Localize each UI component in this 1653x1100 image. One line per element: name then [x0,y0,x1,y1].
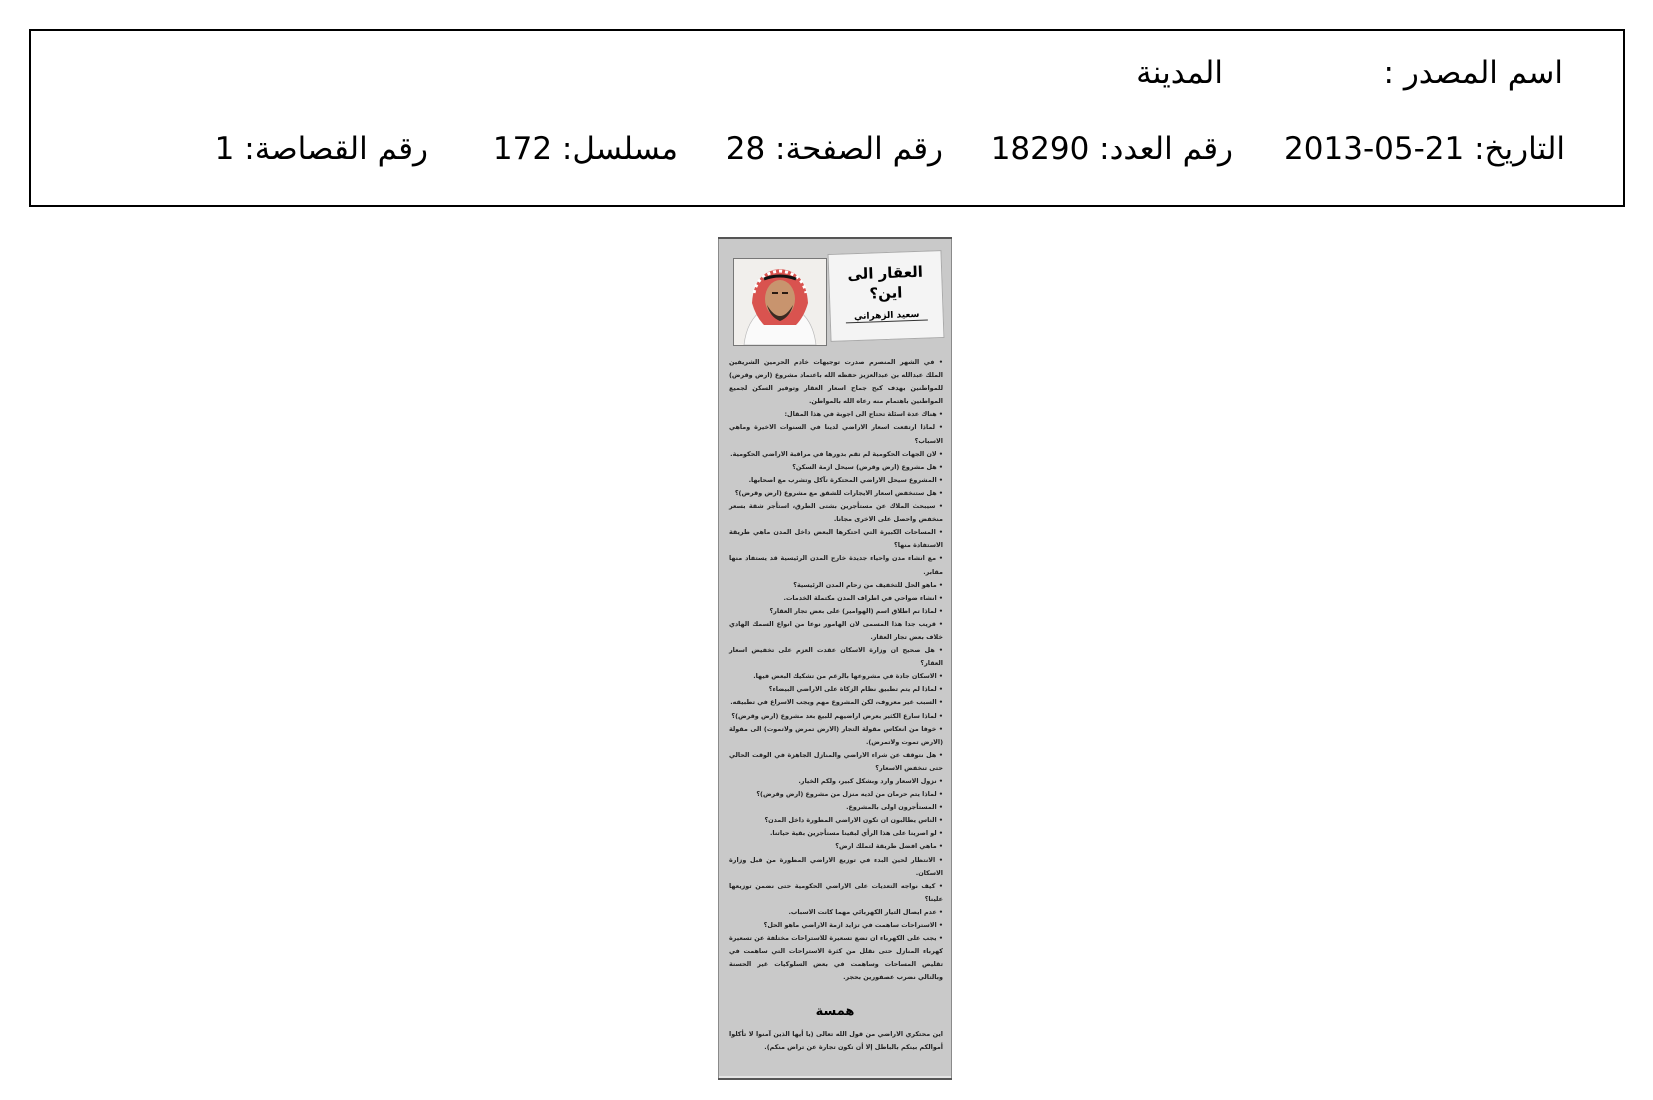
author-photo [733,258,827,346]
article-paragraph: • هل مشروع (ارض وقرض) سيحل ازمة السكن؟ [792,462,943,471]
article-paragraph: • انشاء ضواحي في اطراف المدن مكتملة الخدمات. [783,593,943,602]
article-paragraph: • هل نتوقف عن شراء الاراضي والمنازل الجاهزة في الوقت الحالي حتى تنخفض الاسعار؟ [729,750,943,772]
hamsa-heading: همسة [815,1004,855,1019]
article-paragraph: • لماذا لم يتم تطبيق نظام الزكاة على الاراضي البيضاء؟ [768,685,943,694]
author-portrait-icon [734,259,826,345]
clip-top-rule [718,237,952,239]
article-paragraph: • لماذا يتم حرمان من لديه منزل من مشروع (ارض وقرض)؟ [756,790,943,799]
clip-number-field: رقم القصاصة: 1 [214,131,428,167]
article-paragraph: • هناك عدة اسئلة تحتاج الى اجوبة في هذا المقال: [784,410,943,419]
article-paragraph: • سيبحث الملاك عن مستأجرين بشتى الطرق، استأجر شقة بسعر منخفض واحصل على الاخرى مجانا. [729,502,943,524]
article-paragraph: • لو اصرينا على هذا الرأي لبقينا مستأجرين بقية حياتنا. [770,829,943,838]
source-value: المدينة [1136,55,1223,91]
article-paragraph: • قريب جدا هذا المسمى لان الهامور نوعا من انواع السمك الهادي خلاف بعض تجار العقار. [729,619,943,641]
article-paragraph: • لان الجهات الحكومية لم تقم بدورها في مراقبة الاراضي الحكومية. [730,449,943,458]
article-paragraph: • هل صحيح ان وزارة الاسكان عقدت العزم على تخفيض اسعار العقار؟ [729,646,943,668]
article-paragraph: • في الشهر المنصرم صدرت توجيهات خادم الحرمين الشريفين الملك عبدالله بن عبدالعزيز حفظه الله باعتماد مشروع (ارض وقرض) للمواطنين بهدف كبح جماح اسعار العقار وتوفير السكن لجميع المواطنين باهتمام منه رعاه الله بالمواطن. [729,358,943,406]
article-paragraph: • المستأجرون اولى بالمشروع. [846,803,943,812]
page-number-field: رقم الصفحة: 28 [725,131,943,167]
newspaper-clipping [718,237,952,1080]
article-paragraph: • السبب غير معروف، لكن المشروع مهم ويجب الاسراع في تطبيقه. [730,698,943,707]
column-title: العقار الى اين؟ [847,262,924,303]
issue-number-field: رقم العدد: 18290 [990,131,1233,167]
source-info-box [29,29,1625,207]
serial-field: مسلسل: 172 [492,131,678,167]
article-paragraph: • هل ستنخفض اسعار الايجارات للشقق مع مشروع (ارض وقرض)؟ [734,488,943,497]
article-paragraph: • الانتظار لحين البدء في توزيع الاراضي المطورة من قبل وزارة الاسكان. [729,855,943,877]
article-paragraph: • كيف نواجه التعديات على الاراضي الحكومية حتى نضمن توزيعها علينا؟ [729,881,943,903]
article-paragraph: • يجب على الكهرباء ان تضع تسعيرة للاستراحات مختلفة عن تسعيرة كهرباء المنازل حتى نقلل من كثرة الاستراحات التي ساهمت في تقليص المساحات وساهمت في بعض السلوكيات غير الحسنة وبالتالي نضرب عصفورين بحجر. [729,934,943,982]
article-paragraph: • لماذا ارتفعت اسعار الاراضي لدينا في السنوات الاخيرة وماهي الاسباب؟ [729,423,943,445]
article-paragraph: • المشروع سيحل الاراضي المحتكرة تآكل وتشرب مع اصحابها. [748,475,943,484]
article-paragraph: • عدم ايصال التيار الكهربائي مهما كانت الاسباب. [788,907,943,916]
article-paragraph: • لماذا سارع الكثير بعرض اراضيهم للبيع بعد مشروع (ارض وقرض)؟ [731,711,943,720]
article-paragraph: • خوفا من انعكاس مقولة التجار (الارض تمرض ولاتموت) الى مقولة (الارض تموت ولاتمرض). [729,724,943,746]
source-label: اسم المصدر : [1383,55,1563,91]
article-body [729,356,943,985]
article-paragraph: • ماهي افضل طريقة لتملك ارض؟ [835,842,943,851]
article-paragraph: • الاستراحات ساهمت في تزايد ازمة الاراضي ماهو الحل؟ [763,921,943,930]
column-title-card [827,250,944,342]
hamsa-text: اين محتكري الاراضي من قول الله تعالى (يا أيها الذين آمنوا لا تأكلوا أموالكم بينكم بالباطل إلا أن تكون تجارة عن تراض منكم). [729,1030,943,1051]
article-paragraph: • المساحات الكبيرة التي احتكرها البعض داخل المدن ماهي طريقة الاستفادة منها؟ [729,528,943,550]
article-paragraph: • الاسكان جادة في مشروعها بالرغم من تشكيك البعض فيها. [753,672,943,681]
article-paragraph: • مع انشاء مدن واحياء جديدة خارج المدن الرئيسية قد يستفاد منها مقابر. [729,554,943,576]
article-paragraph: • نزول الاسعار وارد وبشكل كبير، ولكم الخيار. [798,777,943,785]
date-field: التاريخ: 21-05-2013 [1284,131,1565,167]
article-paragraph: • الناس يطالبون ان تكون الاراضي المطورة داخل المدن؟ [764,816,943,825]
clip-bottom-rule [718,1078,952,1080]
article-paragraph: • ماهو الحل للتخفيف من زحام المدن الرئيسية؟ [793,580,943,589]
article-paragraph: • لماذا تم اطلاق اسم (الهوامير) على بعض تجار العقار؟ [769,606,943,615]
column-author: سعيد الزهراني [846,310,928,324]
